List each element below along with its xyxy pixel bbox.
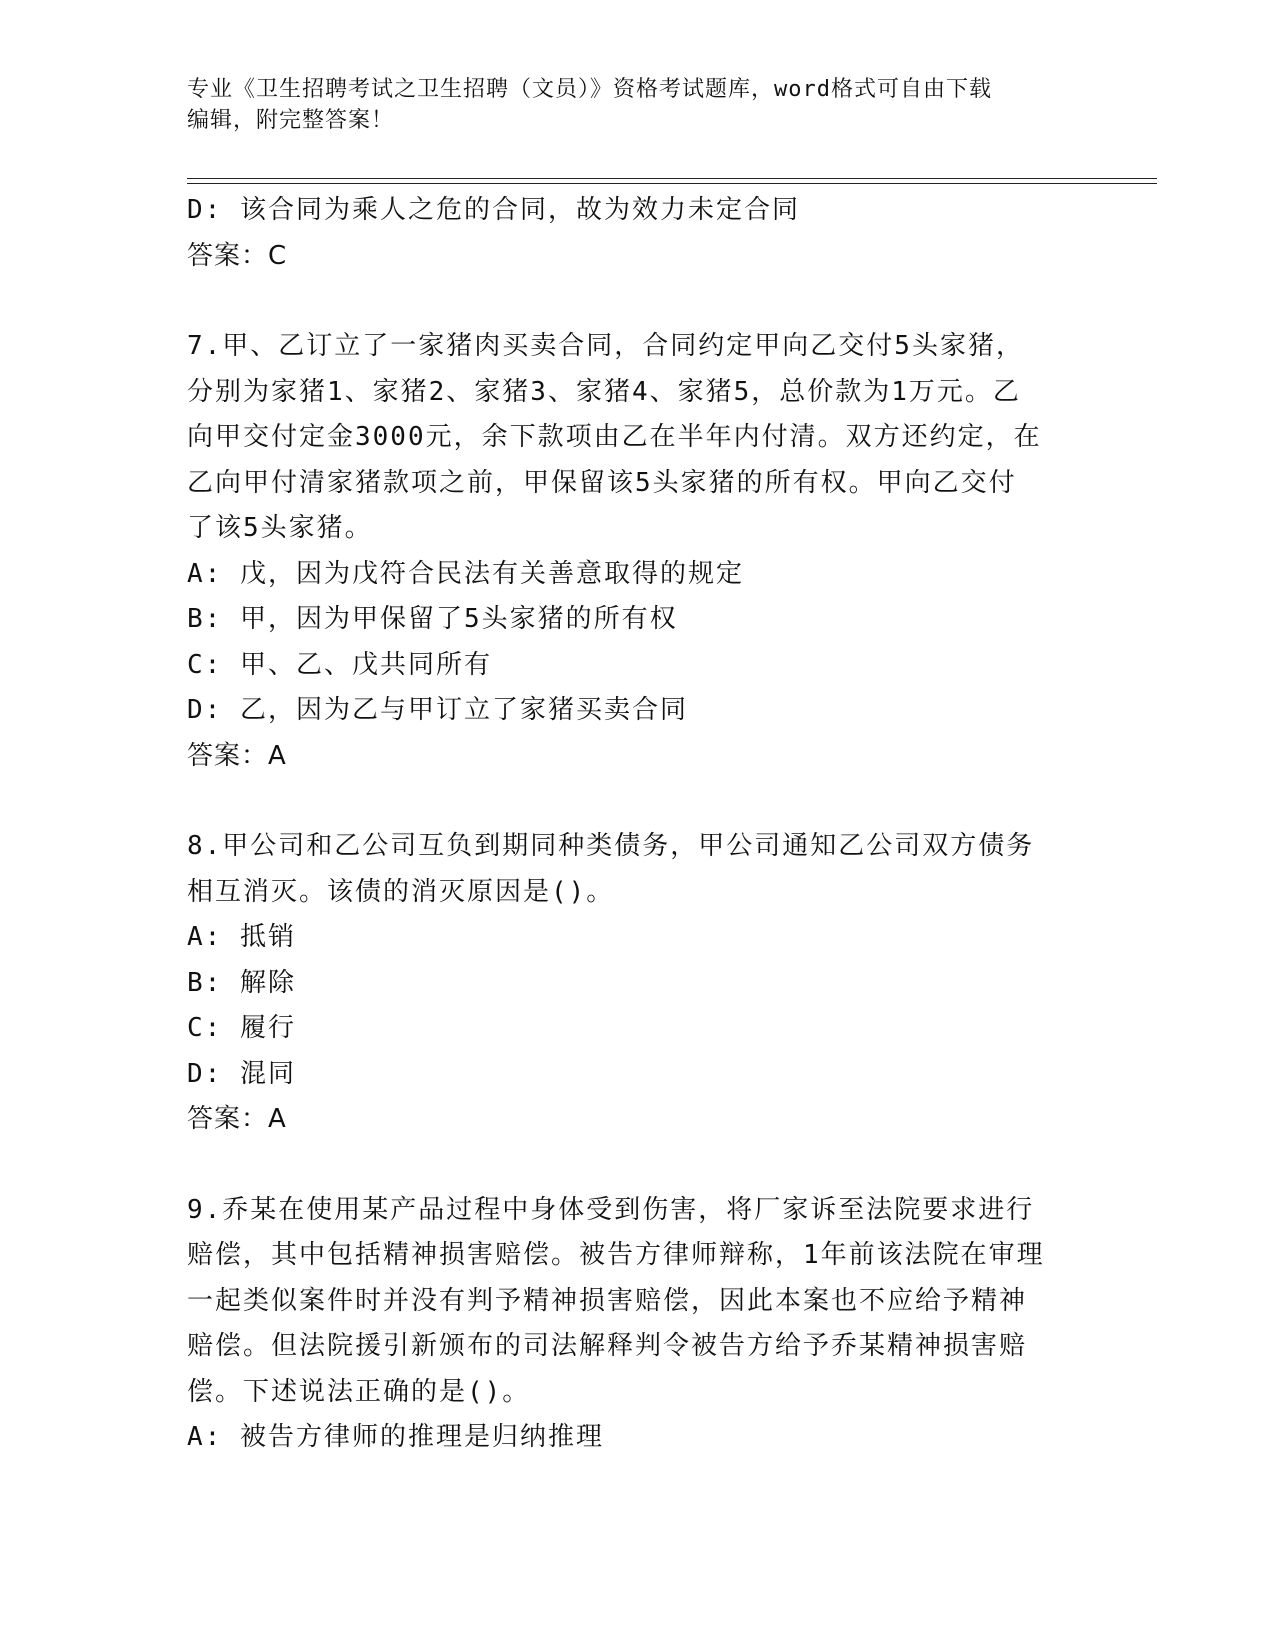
question-stem [187,1188,1087,1416]
option-a: A: 被告方律师的推理是归纳推理 [187,1422,604,1452]
stem-line: 向甲交付定金3000元，余下款项由乙在半年内付清。双方还约定，在 [187,422,1042,452]
question-6-tail [187,188,1087,279]
stem-line: 相互消灭。该债的消灭原因是()。 [187,876,615,907]
stem-line: 一起类似案件时并没有判予精神损害赔偿，因此本案也不应给予精神 [187,1285,1028,1316]
question-stem [187,324,1087,552]
option-b: B: 解除 [187,967,296,998]
stem-line: 了该5头家猪。 [187,513,373,543]
stem-line: 8.甲公司和乙公司互负到期同种类债务，甲公司通知乙公司双方债务 [187,831,1035,861]
stem-line: 赔偿，其中包括精神损害赔偿。被告方律师辩称，1年前该法院在审理 [187,1240,1045,1270]
question-stem [187,824,1087,915]
spacer [187,1143,1087,1188]
option-d: D: 乙，因为乙与甲订立了家猪买卖合同 [187,695,688,725]
option-c: C: 甲、乙、戊共同所有 [187,649,492,680]
option-d: D: 混同 [187,1058,296,1089]
question-8 [187,824,1087,1143]
stem-line: 乙向甲付清家猪款项之前，甲保留该5头家猪的所有权。甲向乙交付 [187,467,1017,498]
document-body [187,188,1087,1461]
option-a: A: 戊，因为戊符合民法有关善意取得的规定 [187,558,744,589]
option-c: C: 履行 [187,1013,296,1043]
header-line-2: 编辑，附完整答案！ [187,108,395,133]
option-a: A: 抵销 [187,922,296,952]
option-d: D: 该合同为乘人之危的合同，故为效力未定合同 [187,195,800,225]
stem-line: 9.乔某在使用某产品过程中身体受到伤害，将厂家诉至法院要求进行 [187,1194,1035,1225]
spacer [187,279,1087,324]
answer: 答案：A [187,740,287,771]
option-b: B: 甲，因为甲保留了5头家猪的所有权 [187,604,678,634]
header-line-1: 专业《卫生招聘考试之卫生招聘（文员）》资格考试题库，word格式可自由下载 [187,77,992,102]
spacer [187,779,1087,824]
document-header [187,74,1087,136]
answer: 答案：A [187,1104,287,1134]
answer: 答案：C [187,240,288,271]
header-divider-top [187,178,1157,179]
stem-line: 偿。下述说法正确的是()。 [187,1376,531,1407]
question-7 [187,324,1087,779]
stem-line: 7.甲、乙订立了一家猪肉买卖合同，合同约定甲向乙交付5头家猪， [187,331,1024,361]
stem-line: 分别为家猪1、家猪2、家猪3、家猪4、家猪5，总价款为1万元。乙 [187,376,1021,407]
question-9 [187,1188,1087,1461]
header-divider-bottom [187,183,1157,184]
stem-line: 赔偿。但法院援引新颁布的司法解释判令被告方给予乔某精神损害赔 [187,1331,1028,1361]
